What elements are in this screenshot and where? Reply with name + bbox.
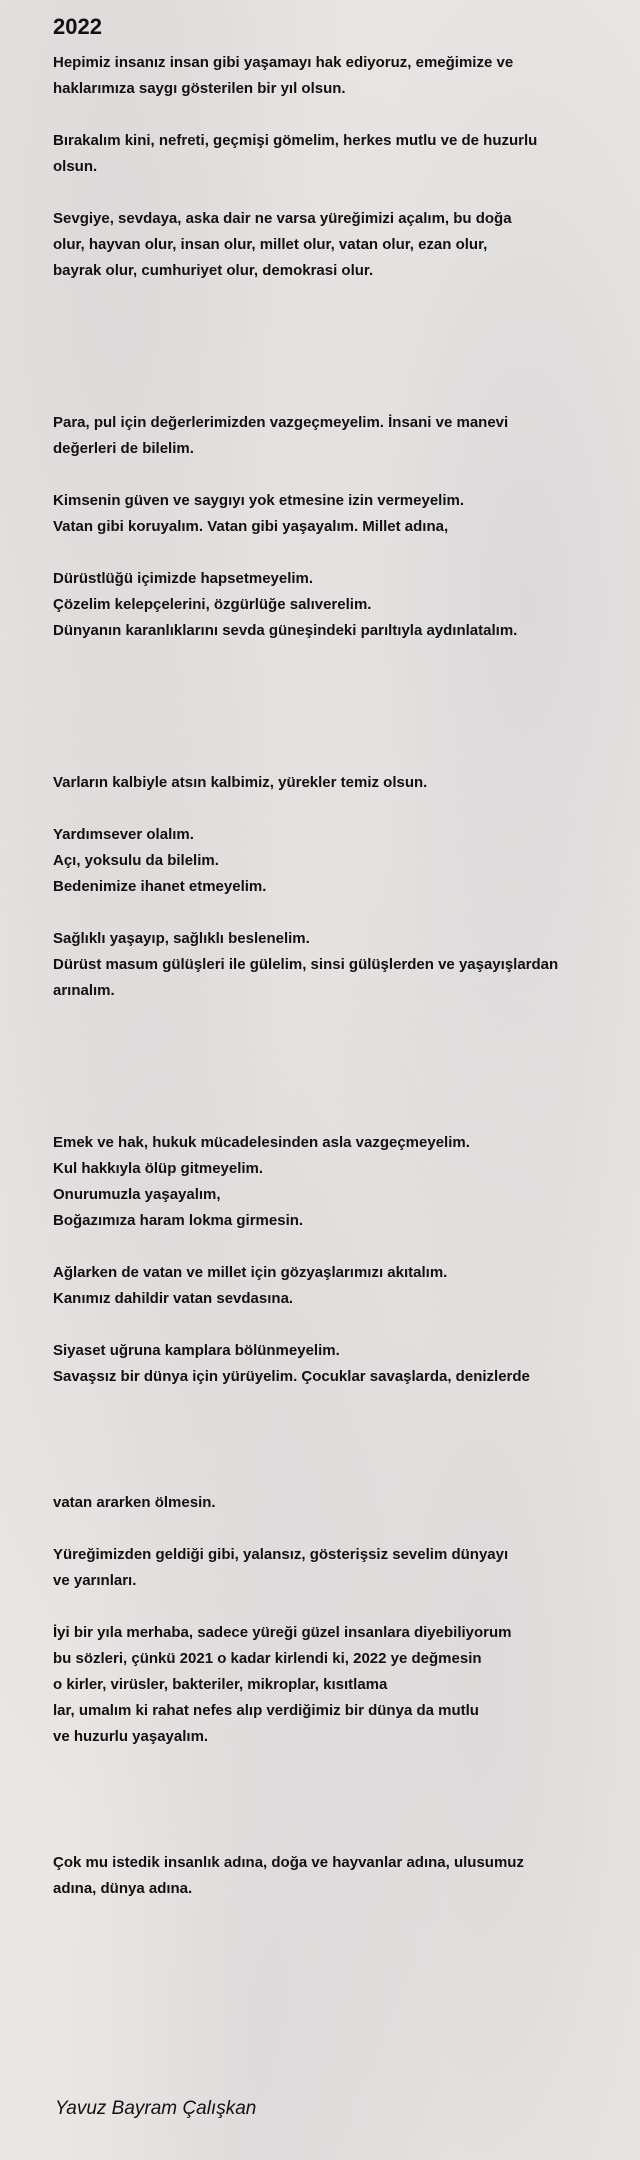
poem-line: Varların kalbiyle atsın kalbimiz, yürekler temiz olsun. — [53, 774, 428, 791]
poem-line: Yardımsever olalım. — [53, 826, 194, 843]
poem-line: Sevgiye, sevdaya, aska dair ne varsa yüreğimizi açalım, bu doğa — [53, 210, 512, 227]
poem-line: bu sözleri, çünkü 2021 o kadar kirlendi ki, 2022 ye değmesin — [53, 1650, 482, 1667]
poem-line: İyi bir yıla merhaba, sadece yüreği güzel insanlara diyebiliyorum — [53, 1624, 512, 1641]
poem-line: Emek ve hak, hukuk mücadelesinden asla vazgeçmeyelim. — [53, 1134, 470, 1151]
poem-line: Dünyanın karanlıklarını sevda güneşindeki parıltıyla aydınlatalım. — [53, 622, 518, 639]
poem-line: değerleri de bilelim. — [53, 440, 194, 457]
poem-line: o kirler, virüsler, bakteriler, mikroplar, kısıtlama — [53, 1676, 388, 1693]
poem-line: Kimsenin güven ve saygıyı yok etmesine izin vermeyelim. — [53, 492, 465, 509]
poem-line: Dürüstlüğü içimizde hapsetmeyelim. — [53, 570, 314, 587]
poem-line: Ağlarken de vatan ve millet için gözyaşlarımızı akıtalım. — [53, 1264, 448, 1281]
poem-line: Kul hakkıyla ölüp gitmeyelim. — [53, 1160, 264, 1177]
poem-line: Para, pul için değerlerimizden vazgeçmeyelim. İnsani ve manevi — [53, 414, 509, 431]
poem-line: Yüreğimizden geldiği gibi, yalansız, gösterişsiz sevelim dünyayı — [53, 1546, 509, 1563]
poem-line: Onurumuzla yaşayalım, — [53, 1186, 221, 1203]
poem-line: olur, hayvan olur, insan olur, millet olur, vatan olur, ezan olur, — [53, 236, 488, 253]
poem-title: 2022 — [53, 14, 102, 39]
poem-line: Dürüst masum gülüşleri ile gülelim, sinsi gülüşlerden ve yaşayışlardan — [53, 956, 559, 973]
poem-line: Hepimiz insanız insan gibi yaşamayı hak ediyoruz, emeğimize ve — [53, 54, 514, 71]
poem-line: Sağlıklı yaşayıp, sağlıklı beslenelim. — [53, 930, 310, 947]
poem-line: bayrak olur, cumhuriyet olur, demokrasi olur. — [53, 262, 374, 279]
poem-line: Savaşsız bir dünya için yürüyelim. Çocuklar savaşlarda, denizlerde — [53, 1368, 530, 1385]
poem-line: ve yarınları. — [53, 1572, 137, 1589]
poem-line: Vatan gibi koruyalım. Vatan gibi yaşayalım. Millet adına, — [53, 518, 449, 535]
poem-line: Açı, yoksulu da bilelim. — [53, 852, 219, 869]
poem-line: Çözelim kelepçelerini, özgürlüğe salıverelim. — [53, 596, 372, 613]
poem-line: Boğazımıza haram lokma girmesin. — [53, 1212, 304, 1229]
poem-line: vatan ararken ölmesin. — [53, 1494, 216, 1511]
poem-line: Bırakalım kini, nefreti, geçmişi gömelim, herkes mutlu ve de huzurlu — [53, 132, 538, 149]
poem-line: Siyaset uğruna kamplara bölünmeyelim. — [53, 1342, 340, 1359]
poem-line: ve huzurlu yaşayalım. — [53, 1728, 209, 1745]
poem-line: Kanımız dahildir vatan sevdasına. — [53, 1290, 294, 1307]
poem-line: Bedenimize ihanet etmeyelim. — [53, 878, 267, 895]
poem-line: arınalım. — [53, 982, 115, 999]
poem-line: haklarımıza saygı gösterilen bir yıl olsun. — [53, 80, 346, 97]
author-name: Yavuz Bayram Çalışkan — [55, 2098, 257, 2119]
poem-line: olsun. — [53, 158, 98, 175]
poem-line: lar, umalım ki rahat nefes alıp verdiğimiz bir dünya da mutlu — [53, 1702, 479, 1719]
poem-line: Çok mu istedik insanlık adına, doğa ve hayvanlar adına, ulusumuz — [53, 1854, 524, 1871]
poem-line: adına, dünya adına. — [53, 1880, 193, 1897]
